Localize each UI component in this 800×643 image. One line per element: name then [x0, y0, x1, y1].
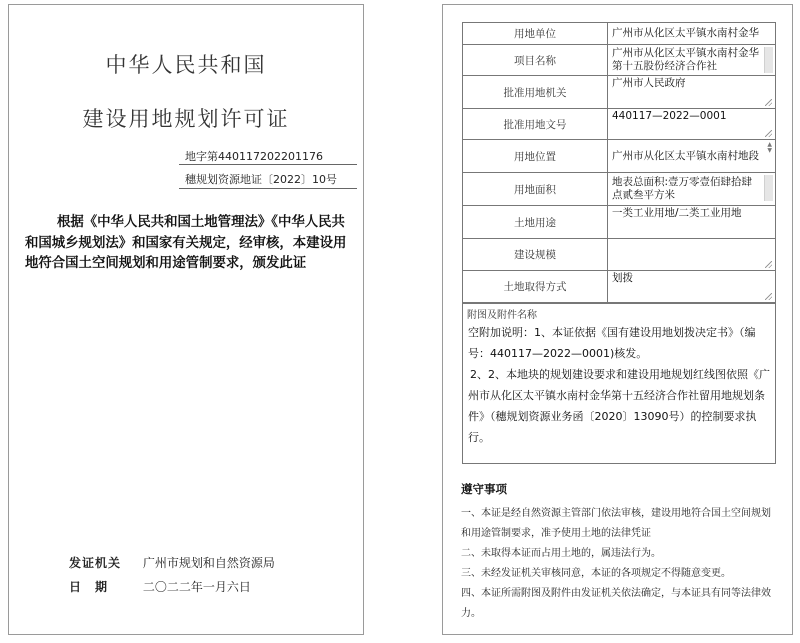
- attachments-box[interactable]: [462, 303, 776, 464]
- field-label: 批准用地文号: [463, 109, 608, 140]
- certificate-number: 地字第440117202201176: [185, 150, 323, 163]
- notice-item: 四、本证所需附图及附件由发证机关依法确定，与本证具有同等法律效力。: [461, 588, 771, 619]
- issuer-label: 发证机关: [69, 556, 122, 570]
- table-row: [463, 271, 776, 303]
- field-label: 用地位置: [463, 140, 608, 173]
- approval-authority-field[interactable]: [608, 76, 776, 109]
- construction-scale-field[interactable]: [608, 239, 776, 271]
- certificate-name: 建设用地规划许可证: [82, 107, 290, 131]
- date-row: [69, 578, 251, 595]
- attachment-note-2: 2、2、本地块的规划建设要求和建设用地规划红线图依照《广州市从化区太平镇水南村金华第十五经济合作社留用地规划条件》（穗规划资源业务函〔2020〕13090号）的控制要求执行。: [468, 368, 770, 444]
- land-area-field[interactable]: [608, 173, 776, 206]
- date-label: 日 期: [69, 580, 109, 594]
- field-label: 项目名称: [463, 45, 608, 76]
- notice-item: 一、本证是经自然资源主管部门依法审核，建设用地符合国土空间规划和用途管制要求，准予使用土地的法律凭证: [461, 508, 771, 539]
- country-title: 中华人民共和国: [105, 53, 267, 77]
- table-row: [463, 76, 776, 109]
- land-info-table: [462, 22, 776, 303]
- attachments-label: 附图及附件名称: [467, 310, 537, 321]
- field-label: 土地用途: [463, 206, 608, 239]
- field-value: 广州市从化区太平镇水南村金华第十五股份经济合作社: [612, 47, 759, 72]
- table-row: [463, 109, 776, 140]
- field-value: 广州市从化区太平镇水南村地段: [612, 149, 759, 162]
- attachment-note-1: 空附加说明：1、本证依据《国有建设用地划拨决定书》（编号：440117—2022—0001)核发。: [468, 326, 756, 360]
- table-row: [463, 239, 776, 271]
- notice-title: 遵守事项: [461, 482, 507, 496]
- field-value: 广州市从化区太平镇水南村金华: [612, 27, 759, 39]
- notice-item: 三、未经发证机关审核同意，本证的各项规定不得随意变更。: [461, 568, 731, 579]
- approval-number-field[interactable]: [608, 109, 776, 140]
- field-value: 一类工业用地/二类工业用地: [612, 207, 742, 219]
- spin-arrows-icon[interactable]: ▲ ▼: [767, 141, 772, 154]
- legal-basis-text: 根据《中华人民共和国土地管理法》《中华人民共和国城乡规划法》和国家有关规定，经审核，本建设用地符合国土空间规划和用途管制要求，颁发此证: [25, 215, 347, 271]
- field-value: 广州市人民政府: [612, 77, 686, 89]
- project-name-field[interactable]: [608, 45, 776, 76]
- resize-grip-icon[interactable]: [765, 130, 772, 137]
- issuer-value: 广州市规划和自然资源局: [142, 556, 275, 570]
- field-label: 土地取得方式: [463, 271, 608, 303]
- field-label: 建设规模: [463, 239, 608, 271]
- table-row: [463, 173, 776, 206]
- table-row: [463, 140, 776, 173]
- document-number: 穗规划资源地证〔2022〕10号: [185, 173, 337, 186]
- issuer-row: [69, 554, 275, 571]
- table-row: [463, 23, 776, 45]
- table-row: [463, 45, 776, 76]
- land-user-field[interactable]: [608, 23, 776, 45]
- resize-grip-icon[interactable]: [765, 99, 772, 106]
- table-row: [463, 206, 776, 239]
- scrollbar[interactable]: [764, 175, 773, 201]
- attachments-text: [468, 322, 772, 448]
- resize-grip-icon[interactable]: [765, 293, 772, 300]
- acquisition-method-field[interactable]: [608, 271, 776, 303]
- field-value: 440117—2022—0001: [612, 110, 727, 122]
- land-location-field[interactable]: [608, 140, 776, 173]
- field-value: 划拨: [612, 272, 633, 284]
- date-value: 二〇二二年一月六日: [142, 580, 251, 594]
- notice-item: 二、未取得本证而占用土地的，属违法行为。: [461, 548, 661, 559]
- resize-grip-icon[interactable]: [765, 261, 772, 268]
- divider: [179, 188, 357, 189]
- scrollbar[interactable]: [764, 47, 773, 73]
- field-label: 用地面积: [463, 173, 608, 206]
- certificate-front-page: [8, 4, 364, 635]
- field-label: 批准用地机关: [463, 76, 608, 109]
- notice-list: [461, 504, 779, 624]
- field-label: 用地单位: [463, 23, 608, 45]
- divider: [179, 164, 357, 165]
- land-use-field[interactable]: [608, 206, 776, 239]
- field-value: 地表总面积:壹万零壹佰肆拾肆点贰叁平方米: [612, 176, 753, 201]
